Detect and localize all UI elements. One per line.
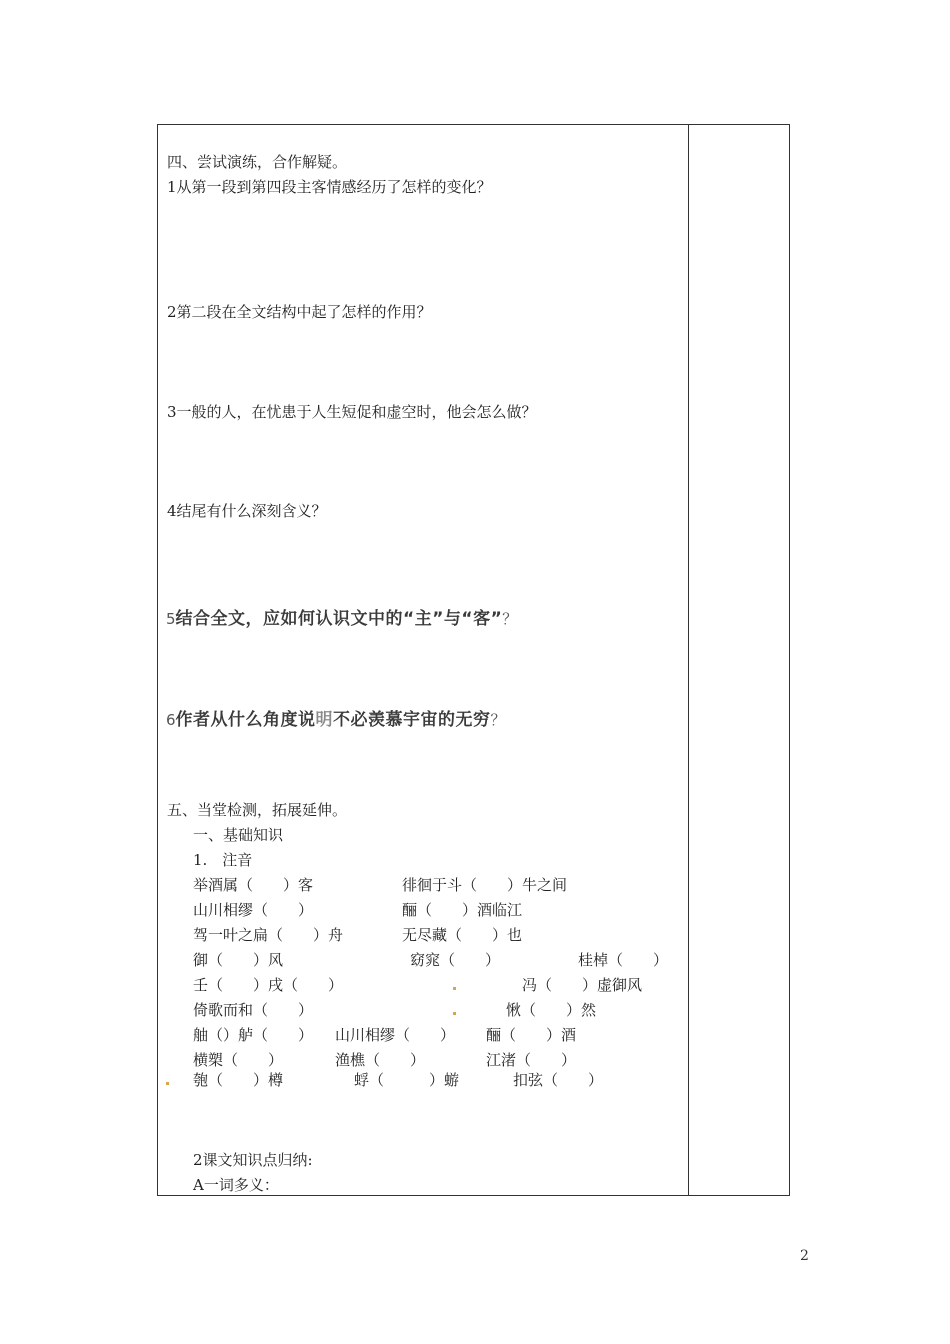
pinyin-item: 驾一叶之扁（ ）舟 xyxy=(193,926,344,944)
speck-mark xyxy=(453,987,456,990)
question-3: 3一般的人，在忧患于人生短促和虚空时，他会怎么做？ xyxy=(167,403,537,421)
pinyin-item: 匏（ ）樽 xyxy=(193,1071,284,1089)
question-2: 2第二段在全文结构中起了怎样的作用？ xyxy=(167,303,432,321)
question-5 xyxy=(166,610,517,628)
question-5-mark: ？ xyxy=(502,610,518,628)
question-5-number: 5 xyxy=(166,610,176,628)
pinyin-item: 徘徊于斗（ ）牛之间 xyxy=(402,876,568,894)
pinyin-item: 横槊（ ） xyxy=(193,1051,284,1069)
question-5-text: 结合全文，应如何认识文中的“主”与“客” xyxy=(175,609,503,629)
pinyin-item: 无尽藏（ ）也 xyxy=(402,926,523,944)
speck-mark xyxy=(453,1012,456,1015)
speck-mark xyxy=(166,1082,169,1085)
section5-heading: 五、当堂检测，拓展延伸。 xyxy=(167,801,348,819)
pinyin-item: 酾（ ）酒 xyxy=(486,1026,577,1044)
question-4: 4结尾有什么深刻含义？ xyxy=(167,502,327,520)
question-6-text-a: 作者从什么角度说 xyxy=(175,710,316,730)
pinyin-item: 桂棹（ ） xyxy=(578,951,669,969)
question-6 xyxy=(166,711,506,729)
pinyin-item: 愀（ ）然 xyxy=(506,1001,597,1019)
pinyin-item: 酾（ ）酒临江 xyxy=(402,901,523,919)
pinyin-item: 冯（ ）虚御风 xyxy=(522,976,643,994)
pinyin-item: 倚歌而和（ ） xyxy=(193,1001,314,1019)
pinyin-item: 渔樵（ ） xyxy=(335,1051,426,1069)
polysemy-heading: A一词多义： xyxy=(193,1176,279,1194)
pinyin-item: 山川相缪（ ） xyxy=(335,1026,456,1044)
pinyin-item: 窈窕（ ） xyxy=(410,951,501,969)
knowledge-summary-heading: 2课文知识点归纳: xyxy=(193,1151,313,1169)
pinyin-item: 舳（）舻（ ） xyxy=(193,1026,314,1044)
pinyin-item: 蜉（ ）蝣 xyxy=(354,1071,460,1089)
question-6-mark: ？ xyxy=(490,711,506,729)
section4-heading: 四、尝试演练，合作解疑。 xyxy=(167,153,348,171)
pinyin-item: 江渚（ ） xyxy=(486,1051,577,1069)
pinyin-item: 御（ ）风 xyxy=(193,951,284,969)
pinyin-item: 壬（ ）戌（ ） xyxy=(193,976,344,994)
question-6-number: 6 xyxy=(166,711,176,729)
page-number: 2 xyxy=(800,1248,809,1264)
pinyin-item: 山川相缪（ ） xyxy=(193,901,314,919)
column-divider xyxy=(688,124,689,1196)
pinyin-heading: 1. 注音 xyxy=(193,851,253,869)
question-1: 1从第一段到第四段主客情感经历了怎样的变化？ xyxy=(167,178,492,196)
question-6-text-c: 不必羡慕宇宙的无穷 xyxy=(333,710,491,730)
basic-knowledge-heading: 一、基础知识 xyxy=(193,826,284,844)
pinyin-item: 扣弦（ ） xyxy=(513,1071,604,1089)
pinyin-item: 举酒属（ ）客 xyxy=(193,876,314,894)
question-6-text-b: 明 xyxy=(315,710,334,730)
